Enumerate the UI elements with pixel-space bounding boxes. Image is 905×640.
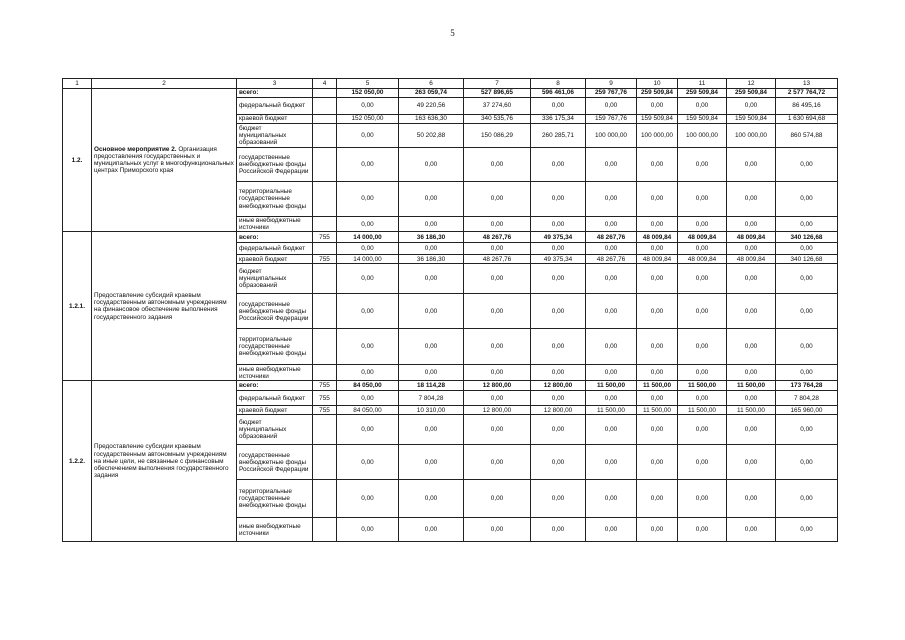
item-name xyxy=(92,381,237,542)
amount-cell: 0,00 xyxy=(637,391,678,406)
funding-source: государственные внебюджетные фонды Российской Федерации xyxy=(237,294,313,329)
amount-cell: 0,00 xyxy=(337,329,399,365)
header-cell: 6 xyxy=(399,79,464,89)
funding-source: территориальные государственные внебюджетные фонды xyxy=(237,480,313,518)
budget-code: 755 xyxy=(313,391,337,406)
amount-cell: 336 175,34 xyxy=(531,115,586,124)
amount-cell: 159 767,76 xyxy=(586,115,637,124)
amount-cell: 0,00 xyxy=(464,518,531,542)
header-cell: 12 xyxy=(727,79,776,89)
amount-cell: 0,00 xyxy=(637,365,678,381)
item-name-text: Организация предоставления государственных и муниципальных услуг в многофункциональных центрах Приморского края xyxy=(94,145,234,175)
amount-cell: 0,00 xyxy=(337,480,399,518)
budget-code xyxy=(313,445,337,480)
amount-cell: 0,00 xyxy=(678,182,727,217)
amount-cell: 14 000,00 xyxy=(337,255,399,264)
amount-cell: 0,00 xyxy=(586,480,637,518)
amount-cell: 527 896,65 xyxy=(464,89,531,98)
header-cell: 13 xyxy=(776,79,838,89)
amount-cell: 0,00 xyxy=(727,217,776,232)
amount-cell: 0,00 xyxy=(531,98,586,115)
amount-cell: 0,00 xyxy=(678,264,727,294)
amount-cell: 11 500,00 xyxy=(727,381,776,391)
amount-cell: 0,00 xyxy=(637,148,678,182)
amount-cell: 0,00 xyxy=(399,480,464,518)
budget-code: 755 xyxy=(313,406,337,415)
amount-cell: 259 509,84 xyxy=(678,89,727,98)
amount-cell: 49 220,56 xyxy=(399,98,464,115)
amount-cell: 0,00 xyxy=(399,217,464,232)
amount-cell: 0,00 xyxy=(337,264,399,294)
amount-cell: 0,00 xyxy=(531,243,586,255)
amount-cell: 0,00 xyxy=(337,391,399,406)
amount-cell: 0,00 xyxy=(337,148,399,182)
amount-cell: 150 086,29 xyxy=(464,124,531,148)
budget-table xyxy=(62,78,838,542)
amount-cell: 0,00 xyxy=(727,98,776,115)
page-number: 5 xyxy=(450,28,455,38)
amount-cell: 0,00 xyxy=(464,148,531,182)
budget-code xyxy=(313,89,337,98)
amount-cell: 0,00 xyxy=(586,243,637,255)
amount-cell: 10 310,00 xyxy=(399,406,464,415)
funding-source: краевой бюджет xyxy=(237,255,313,264)
amount-cell: 0,00 xyxy=(464,415,531,445)
amount-cell: 11 500,00 xyxy=(586,406,637,415)
amount-cell: 1 630 694,68 xyxy=(776,115,838,124)
amount-cell: 0,00 xyxy=(776,148,838,182)
amount-cell: 260 285,71 xyxy=(531,124,586,148)
amount-cell: 0,00 xyxy=(399,518,464,542)
budget-code xyxy=(313,480,337,518)
amount-cell: 0,00 xyxy=(399,365,464,381)
item-number: 1.2.1. xyxy=(63,232,92,381)
amount-cell: 18 114,28 xyxy=(399,381,464,391)
amount-cell: 596 461,06 xyxy=(531,89,586,98)
amount-cell: 0,00 xyxy=(776,217,838,232)
amount-cell: 0,00 xyxy=(678,148,727,182)
header-cell: 9 xyxy=(586,79,637,89)
amount-cell: 11 500,00 xyxy=(586,381,637,391)
amount-cell: 0,00 xyxy=(727,445,776,480)
funding-source: федеральный бюджет xyxy=(237,391,313,406)
funding-source: всего: xyxy=(237,381,313,391)
amount-cell: 36 186,30 xyxy=(399,232,464,243)
budget-code xyxy=(313,264,337,294)
amount-cell: 36 186,30 xyxy=(399,255,464,264)
amount-cell: 0,00 xyxy=(337,445,399,480)
funding-source: государственные внебюджетные фонды Российской Федерации xyxy=(237,148,313,182)
table-body xyxy=(63,79,838,542)
amount-cell: 0,00 xyxy=(399,445,464,480)
amount-cell: 0,00 xyxy=(776,518,838,542)
amount-cell: 0,00 xyxy=(678,480,727,518)
amount-cell: 0,00 xyxy=(586,148,637,182)
budget-code xyxy=(313,182,337,217)
amount-cell: 0,00 xyxy=(637,98,678,115)
item-number: 1.2. xyxy=(63,89,92,232)
amount-cell: 0,00 xyxy=(586,415,637,445)
funding-source: иные внебюджетные источники xyxy=(237,518,313,542)
amount-cell: 0,00 xyxy=(727,365,776,381)
amount-cell: 163 636,30 xyxy=(399,115,464,124)
amount-cell: 0,00 xyxy=(464,294,531,329)
amount-cell: 0,00 xyxy=(531,518,586,542)
header-cell: 5 xyxy=(337,79,399,89)
amount-cell: 0,00 xyxy=(678,217,727,232)
amount-cell: 0,00 xyxy=(678,243,727,255)
funding-source: федеральный бюджет xyxy=(237,98,313,115)
funding-source: всего: xyxy=(237,89,313,98)
amount-cell: 0,00 xyxy=(776,182,838,217)
item-name xyxy=(92,232,237,381)
amount-cell: 0,00 xyxy=(399,182,464,217)
amount-cell: 0,00 xyxy=(637,415,678,445)
amount-cell: 0,00 xyxy=(727,264,776,294)
amount-cell: 0,00 xyxy=(637,243,678,255)
budget-code xyxy=(313,329,337,365)
amount-cell: 0,00 xyxy=(727,243,776,255)
amount-cell: 0,00 xyxy=(586,98,637,115)
amount-cell: 173 764,28 xyxy=(776,381,838,391)
amount-cell: 0,00 xyxy=(337,365,399,381)
amount-cell: 7 804,28 xyxy=(776,391,838,406)
amount-cell: 0,00 xyxy=(337,415,399,445)
amount-cell: 159 509,84 xyxy=(637,115,678,124)
amount-cell: 0,00 xyxy=(464,445,531,480)
amount-cell: 0,00 xyxy=(531,391,586,406)
amount-cell: 12 800,00 xyxy=(531,406,586,415)
budget-code xyxy=(313,148,337,182)
amount-cell: 48 009,84 xyxy=(678,232,727,243)
amount-cell: 0,00 xyxy=(399,148,464,182)
amount-cell: 0,00 xyxy=(399,329,464,365)
amount-cell: 12 800,00 xyxy=(464,406,531,415)
amount-cell: 86 495,16 xyxy=(776,98,838,115)
amount-cell: 0,00 xyxy=(776,329,838,365)
amount-cell: 0,00 xyxy=(586,264,637,294)
amount-cell: 0,00 xyxy=(727,329,776,365)
amount-cell: 48 009,84 xyxy=(727,255,776,264)
header-cell: 1 xyxy=(63,79,92,89)
amount-cell: 0,00 xyxy=(399,294,464,329)
amount-cell: 48 009,84 xyxy=(637,255,678,264)
amount-cell: 48 267,76 xyxy=(464,232,531,243)
funding-source: всего: xyxy=(237,232,313,243)
amount-cell: 12 800,00 xyxy=(531,381,586,391)
amount-cell: 0,00 xyxy=(637,445,678,480)
funding-source: бюджет муниципальных образований xyxy=(237,124,313,148)
amount-cell: 0,00 xyxy=(586,365,637,381)
amount-cell: 0,00 xyxy=(727,415,776,445)
amount-cell: 0,00 xyxy=(678,294,727,329)
amount-cell: 0,00 xyxy=(337,98,399,115)
header-cell: 2 xyxy=(92,79,237,89)
amount-cell: 11 500,00 xyxy=(637,381,678,391)
funding-source: краевой бюджет xyxy=(237,406,313,415)
amount-cell: 2 577 764,72 xyxy=(776,89,838,98)
header-cell: 11 xyxy=(678,79,727,89)
item-name xyxy=(92,89,237,232)
funding-source: территориальные государственные внебюджетные фонды xyxy=(237,329,313,365)
amount-cell: 0,00 xyxy=(727,391,776,406)
amount-cell: 0,00 xyxy=(727,182,776,217)
amount-cell: 84 050,00 xyxy=(337,381,399,391)
funding-source: краевой бюджет xyxy=(237,115,313,124)
amount-cell: 0,00 xyxy=(337,182,399,217)
amount-cell: 0,00 xyxy=(678,518,727,542)
amount-cell: 159 509,84 xyxy=(678,115,727,124)
amount-cell: 0,00 xyxy=(337,124,399,148)
amount-cell: 0,00 xyxy=(531,264,586,294)
amount-cell: 159 509,84 xyxy=(727,115,776,124)
budget-code xyxy=(313,115,337,124)
amount-cell: 50 202,88 xyxy=(399,124,464,148)
amount-cell: 0,00 xyxy=(586,445,637,480)
amount-cell: 0,00 xyxy=(678,445,727,480)
amount-cell: 0,00 xyxy=(399,415,464,445)
amount-cell: 0,00 xyxy=(637,329,678,365)
amount-cell: 0,00 xyxy=(586,217,637,232)
amount-cell: 11 500,00 xyxy=(678,381,727,391)
amount-cell: 49 375,34 xyxy=(531,255,586,264)
amount-cell: 48 009,84 xyxy=(678,255,727,264)
amount-cell: 0,00 xyxy=(637,182,678,217)
budget-code xyxy=(313,124,337,148)
budget-code xyxy=(313,243,337,255)
amount-cell: 48 267,76 xyxy=(586,255,637,264)
amount-cell: 0,00 xyxy=(531,294,586,329)
amount-cell: 49 375,34 xyxy=(531,232,586,243)
amount-cell: 11 500,00 xyxy=(727,406,776,415)
amount-cell: 0,00 xyxy=(531,329,586,365)
funding-source: бюджет муниципальных образований xyxy=(237,415,313,445)
amount-cell: 259 767,76 xyxy=(586,89,637,98)
amount-cell: 0,00 xyxy=(337,217,399,232)
amount-cell: 14 000,00 xyxy=(337,232,399,243)
table-row xyxy=(63,381,838,391)
amount-cell: 263 059,74 xyxy=(399,89,464,98)
header-cell: 8 xyxy=(531,79,586,89)
header-cell: 10 xyxy=(637,79,678,89)
funding-source: иные внебюджетные источники xyxy=(237,365,313,381)
amount-cell: 0,00 xyxy=(776,264,838,294)
amount-cell: 0,00 xyxy=(776,480,838,518)
amount-cell: 100 000,00 xyxy=(727,124,776,148)
amount-cell: 0,00 xyxy=(531,182,586,217)
amount-cell: 0,00 xyxy=(464,217,531,232)
table-row xyxy=(63,89,838,98)
amount-cell: 0,00 xyxy=(776,415,838,445)
budget-code xyxy=(313,365,337,381)
amount-cell: 12 800,00 xyxy=(464,381,531,391)
amount-cell: 0,00 xyxy=(776,365,838,381)
funding-source: иные внебюджетные источники xyxy=(237,217,313,232)
amount-cell: 0,00 xyxy=(678,365,727,381)
amount-cell: 0,00 xyxy=(637,518,678,542)
amount-cell: 0,00 xyxy=(464,365,531,381)
header-cell: 4 xyxy=(313,79,337,89)
header-row xyxy=(63,79,838,89)
funding-source: государственные внебюджетные фонды Российской Федерации xyxy=(237,445,313,480)
amount-cell: 165 960,00 xyxy=(776,406,838,415)
amount-cell: 48 009,84 xyxy=(727,232,776,243)
amount-cell: 0,00 xyxy=(464,480,531,518)
item-name-text: Предоставление субсидии краевым государственным автономным учреждениям на иные цели, не связанные с финансовым обеспечением выполнения государственного задания xyxy=(94,443,229,480)
amount-cell: 100 000,00 xyxy=(586,124,637,148)
amount-cell: 48 267,76 xyxy=(464,255,531,264)
amount-cell: 0,00 xyxy=(678,391,727,406)
amount-cell: 259 509,84 xyxy=(637,89,678,98)
amount-cell: 0,00 xyxy=(586,329,637,365)
amount-cell: 0,00 xyxy=(337,294,399,329)
budget-code: 755 xyxy=(313,232,337,243)
amount-cell: 0,00 xyxy=(637,480,678,518)
amount-cell: 7 804,28 xyxy=(399,391,464,406)
amount-cell: 340 126,68 xyxy=(776,232,838,243)
amount-cell: 11 500,00 xyxy=(678,406,727,415)
amount-cell: 0,00 xyxy=(464,182,531,217)
budget-code xyxy=(313,415,337,445)
item-name-text: Предоставление субсидий краевым государственным автономным учреждениям на финансовое обеспечение выполнения государственного задания xyxy=(94,292,227,321)
budget-code xyxy=(313,217,337,232)
amount-cell: 152 050,00 xyxy=(337,89,399,98)
amount-cell: 0,00 xyxy=(464,391,531,406)
amount-cell: 0,00 xyxy=(727,518,776,542)
amount-cell: 48 009,84 xyxy=(637,232,678,243)
amount-cell: 0,00 xyxy=(678,98,727,115)
budget-code: 755 xyxy=(313,255,337,264)
amount-cell: 0,00 xyxy=(776,243,838,255)
amount-cell: 0,00 xyxy=(637,264,678,294)
amount-cell: 0,00 xyxy=(586,182,637,217)
amount-cell: 0,00 xyxy=(399,264,464,294)
amount-cell: 0,00 xyxy=(586,518,637,542)
amount-cell: 0,00 xyxy=(531,415,586,445)
amount-cell: 0,00 xyxy=(464,243,531,255)
amount-cell: 0,00 xyxy=(531,445,586,480)
amount-cell: 259 509,84 xyxy=(727,89,776,98)
amount-cell: 0,00 xyxy=(464,329,531,365)
amount-cell: 0,00 xyxy=(586,391,637,406)
amount-cell: 0,00 xyxy=(399,243,464,255)
item-number: 1.2.2. xyxy=(63,381,92,542)
amount-cell: 48 267,76 xyxy=(586,232,637,243)
amount-cell: 37 274,60 xyxy=(464,98,531,115)
amount-cell: 11 500,00 xyxy=(637,406,678,415)
amount-cell: 0,00 xyxy=(337,243,399,255)
table-row xyxy=(63,232,838,243)
funding-source: территориальные государственные внебюджетные фонды xyxy=(237,182,313,217)
amount-cell: 0,00 xyxy=(727,294,776,329)
header-cell: 7 xyxy=(464,79,531,89)
amount-cell: 0,00 xyxy=(637,217,678,232)
amount-cell: 84 050,00 xyxy=(337,406,399,415)
amount-cell: 0,00 xyxy=(776,294,838,329)
budget-code xyxy=(313,518,337,542)
amount-cell: 0,00 xyxy=(337,518,399,542)
amount-cell: 0,00 xyxy=(531,480,586,518)
amount-cell: 0,00 xyxy=(531,217,586,232)
budget-code xyxy=(313,294,337,329)
budget-code: 755 xyxy=(313,381,337,391)
amount-cell: 0,00 xyxy=(776,445,838,480)
funding-source: федеральный бюджет xyxy=(237,243,313,255)
amount-cell: 100 000,00 xyxy=(678,124,727,148)
amount-cell: 0,00 xyxy=(727,480,776,518)
amount-cell: 340 126,68 xyxy=(776,255,838,264)
budget-code xyxy=(313,98,337,115)
amount-cell: 0,00 xyxy=(531,148,586,182)
amount-cell: 0,00 xyxy=(727,148,776,182)
header-cell: 3 xyxy=(237,79,313,89)
amount-cell: 0,00 xyxy=(678,415,727,445)
amount-cell: 860 574,88 xyxy=(776,124,838,148)
amount-cell: 152 050,00 xyxy=(337,115,399,124)
amount-cell: 0,00 xyxy=(678,329,727,365)
funding-source: бюджет муниципальных образований xyxy=(237,264,313,294)
amount-cell: 0,00 xyxy=(464,264,531,294)
amount-cell: 340 535,76 xyxy=(464,115,531,124)
amount-cell: 0,00 xyxy=(531,365,586,381)
amount-cell: 100 000,00 xyxy=(637,124,678,148)
amount-cell: 0,00 xyxy=(637,294,678,329)
item-name-bold: Основное мероприятие 2. xyxy=(94,145,177,153)
amount-cell: 0,00 xyxy=(586,294,637,329)
